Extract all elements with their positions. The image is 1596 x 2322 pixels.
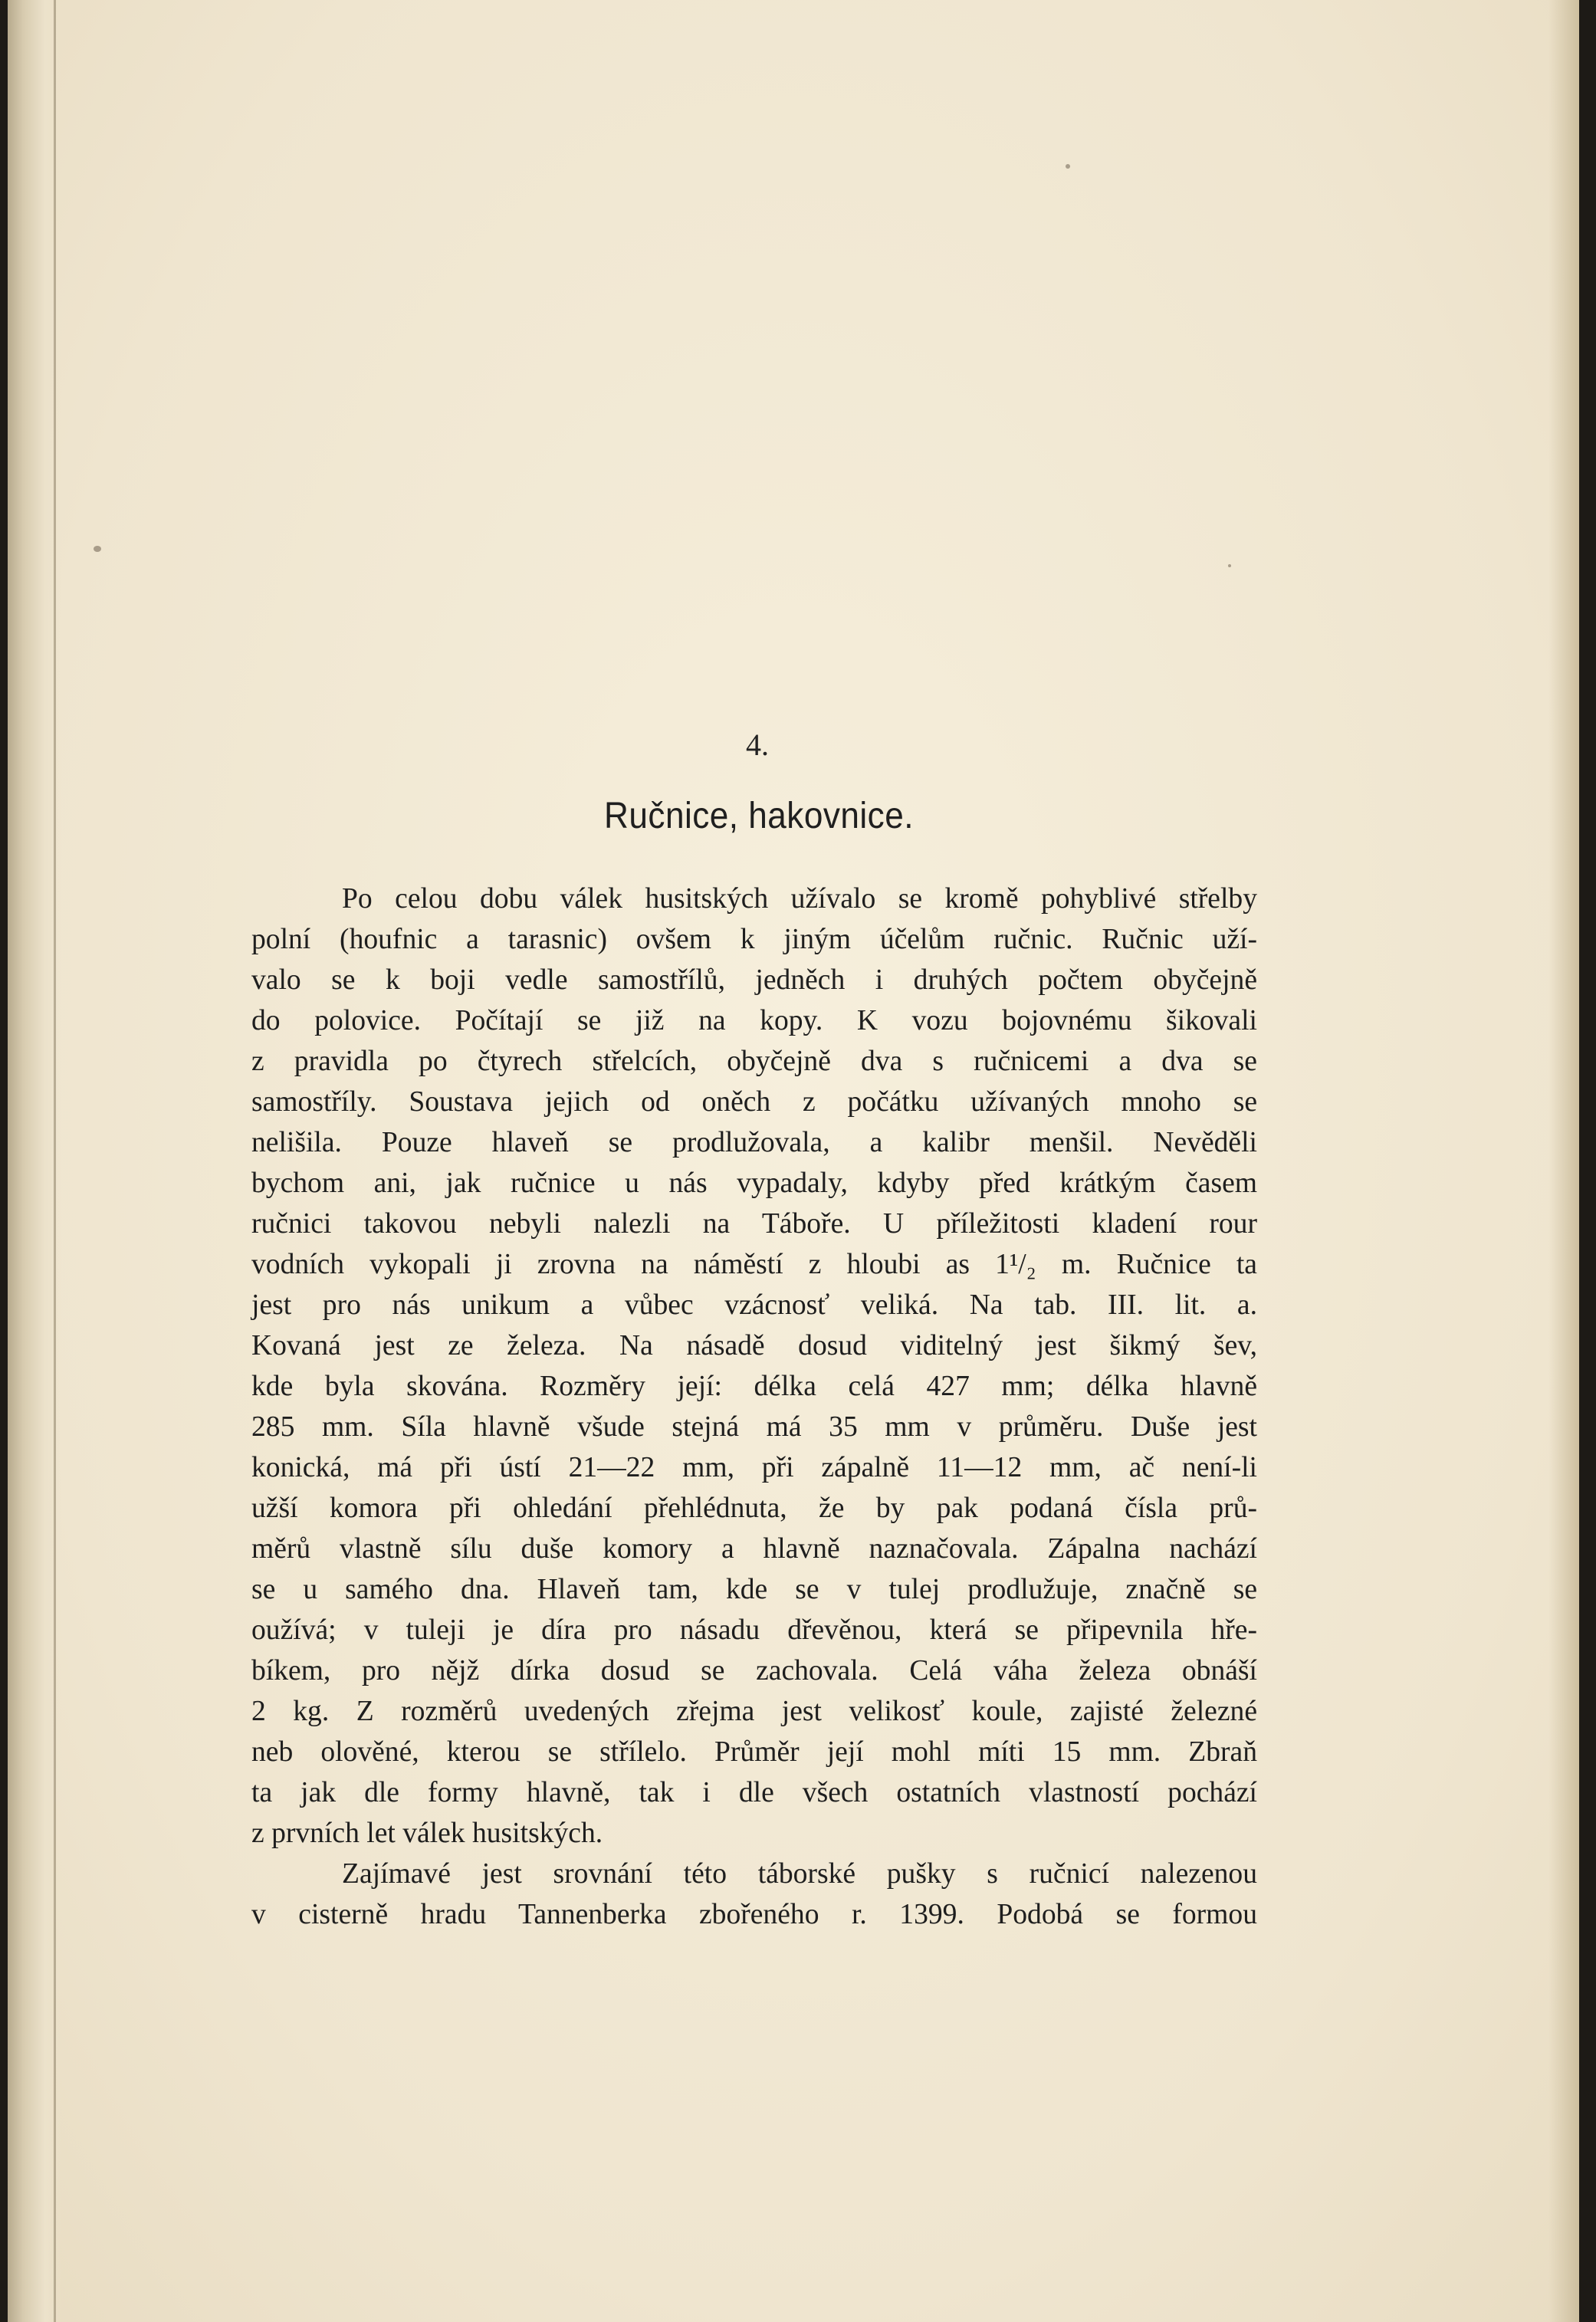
- text-line: bychom ani, jak ručnice u nás vypadaly, kdyby před krátkým časem: [251, 1168, 1257, 1199]
- paper-speck: [1228, 564, 1231, 567]
- text-line: polní (houfnic a tarasnic) ovšem k jiným účelům ručnic. Ručnic uží-: [251, 924, 1257, 955]
- text-line: Po celou dobu válek husitských užívalo se kromě pohyblivé střelby: [342, 883, 1257, 915]
- text-line: valo se k boji vedle samostřílů, jedněch i druhých počtem obyčejně: [251, 964, 1257, 996]
- text-line: neb olověné, kterou se střílelo. Průměr její mohl míti 15 mm. Zbraň: [251, 1736, 1257, 1768]
- book-page: [8, 0, 1579, 2322]
- chapter-title: Ručnice, hakovnice.: [604, 796, 914, 836]
- text-line: z pravidla po čtyrech střelcích, obyčejně dva s ručnicemi a dva se: [251, 1046, 1257, 1077]
- body-text: [251, 879, 1257, 1935]
- text-line: Zajímavé jest srovnání této táborské pušky s ručnicí nalezenou: [342, 1858, 1257, 1890]
- text-line: Kovaná jest ze železa. Na násadě dosud viditelný jest šikmý šev,: [251, 1330, 1257, 1361]
- paper-speck: [94, 546, 101, 552]
- text-line: se u samého dna. Hlaveň tam, kde se v tulej prodlužuje, značně se: [251, 1574, 1257, 1605]
- text-line: v cisterně hradu Tannenberka zbořeného r. 1399. Podobá se formou: [251, 1899, 1257, 1930]
- text-line: užší komora při ohledání přehlédnuta, že by pak podaná čísla prů-: [251, 1493, 1257, 1524]
- text-line: do polovice. Počítají se již na kopy. K vozu bojovnému šikovali: [251, 1005, 1257, 1036]
- text-line: oužívá; v tuleji je díra pro násadu dřevěnou, která se připevnila hře-: [251, 1614, 1257, 1646]
- text-line: ručnici takovou nebyli nalezli na Táboře. U příležitosti kladení rour: [251, 1208, 1257, 1240]
- paragraph: [251, 879, 1257, 1854]
- text-line: vodních vykopali ji zrovna na náměstí z hloubi as 1¹/₂ m. Ručnice ta: [251, 1249, 1257, 1280]
- text-line: konická, má při ústí 21—22 mm, při zápalně 11—12 mm, ač není-li: [251, 1452, 1257, 1483]
- text-line: 285 mm. Síla hlavně všude stejná má 35 mm v průměru. Duše jest: [251, 1411, 1257, 1443]
- page-edge-shadow: [1548, 0, 1579, 2322]
- chapter-number: 4.: [746, 727, 769, 762]
- text-line: samostříly. Soustava jejich od oněch z počátku užívaných mnoho se: [251, 1086, 1257, 1118]
- text-line: z prvních let válek husitských.: [251, 1818, 603, 1849]
- text-line: nelišila. Pouze hlaveň se prodlužovala, a kalibr menšil. Nevěděli: [251, 1127, 1257, 1158]
- text-line: ta jak dle formy hlavně, tak i dle všech ostatních vlastností pochází: [251, 1777, 1257, 1808]
- text-line: 2 kg. Z rozměrů uvedených zřejma jest velikosť koule, zajisté železné: [251, 1696, 1257, 1727]
- text-line: jest pro nás unikum a vůbec vzácnosť veliká. Na tab. III. lit. a.: [251, 1289, 1257, 1321]
- text-line: kde byla skována. Rozměry její: délka celá 427 mm; délka hlavně: [251, 1371, 1257, 1402]
- binding-edge: [54, 0, 56, 2322]
- paper-speck: [1066, 164, 1070, 169]
- text-line: měrů vlastně sílu duše komory a hlavně naznačovala. Zápalna nachází: [251, 1533, 1257, 1565]
- text-line: bíkem, pro nějž dírka dosud se zachovala. Celá váha železa obnáší: [251, 1655, 1257, 1686]
- paragraph: [251, 1854, 1257, 1935]
